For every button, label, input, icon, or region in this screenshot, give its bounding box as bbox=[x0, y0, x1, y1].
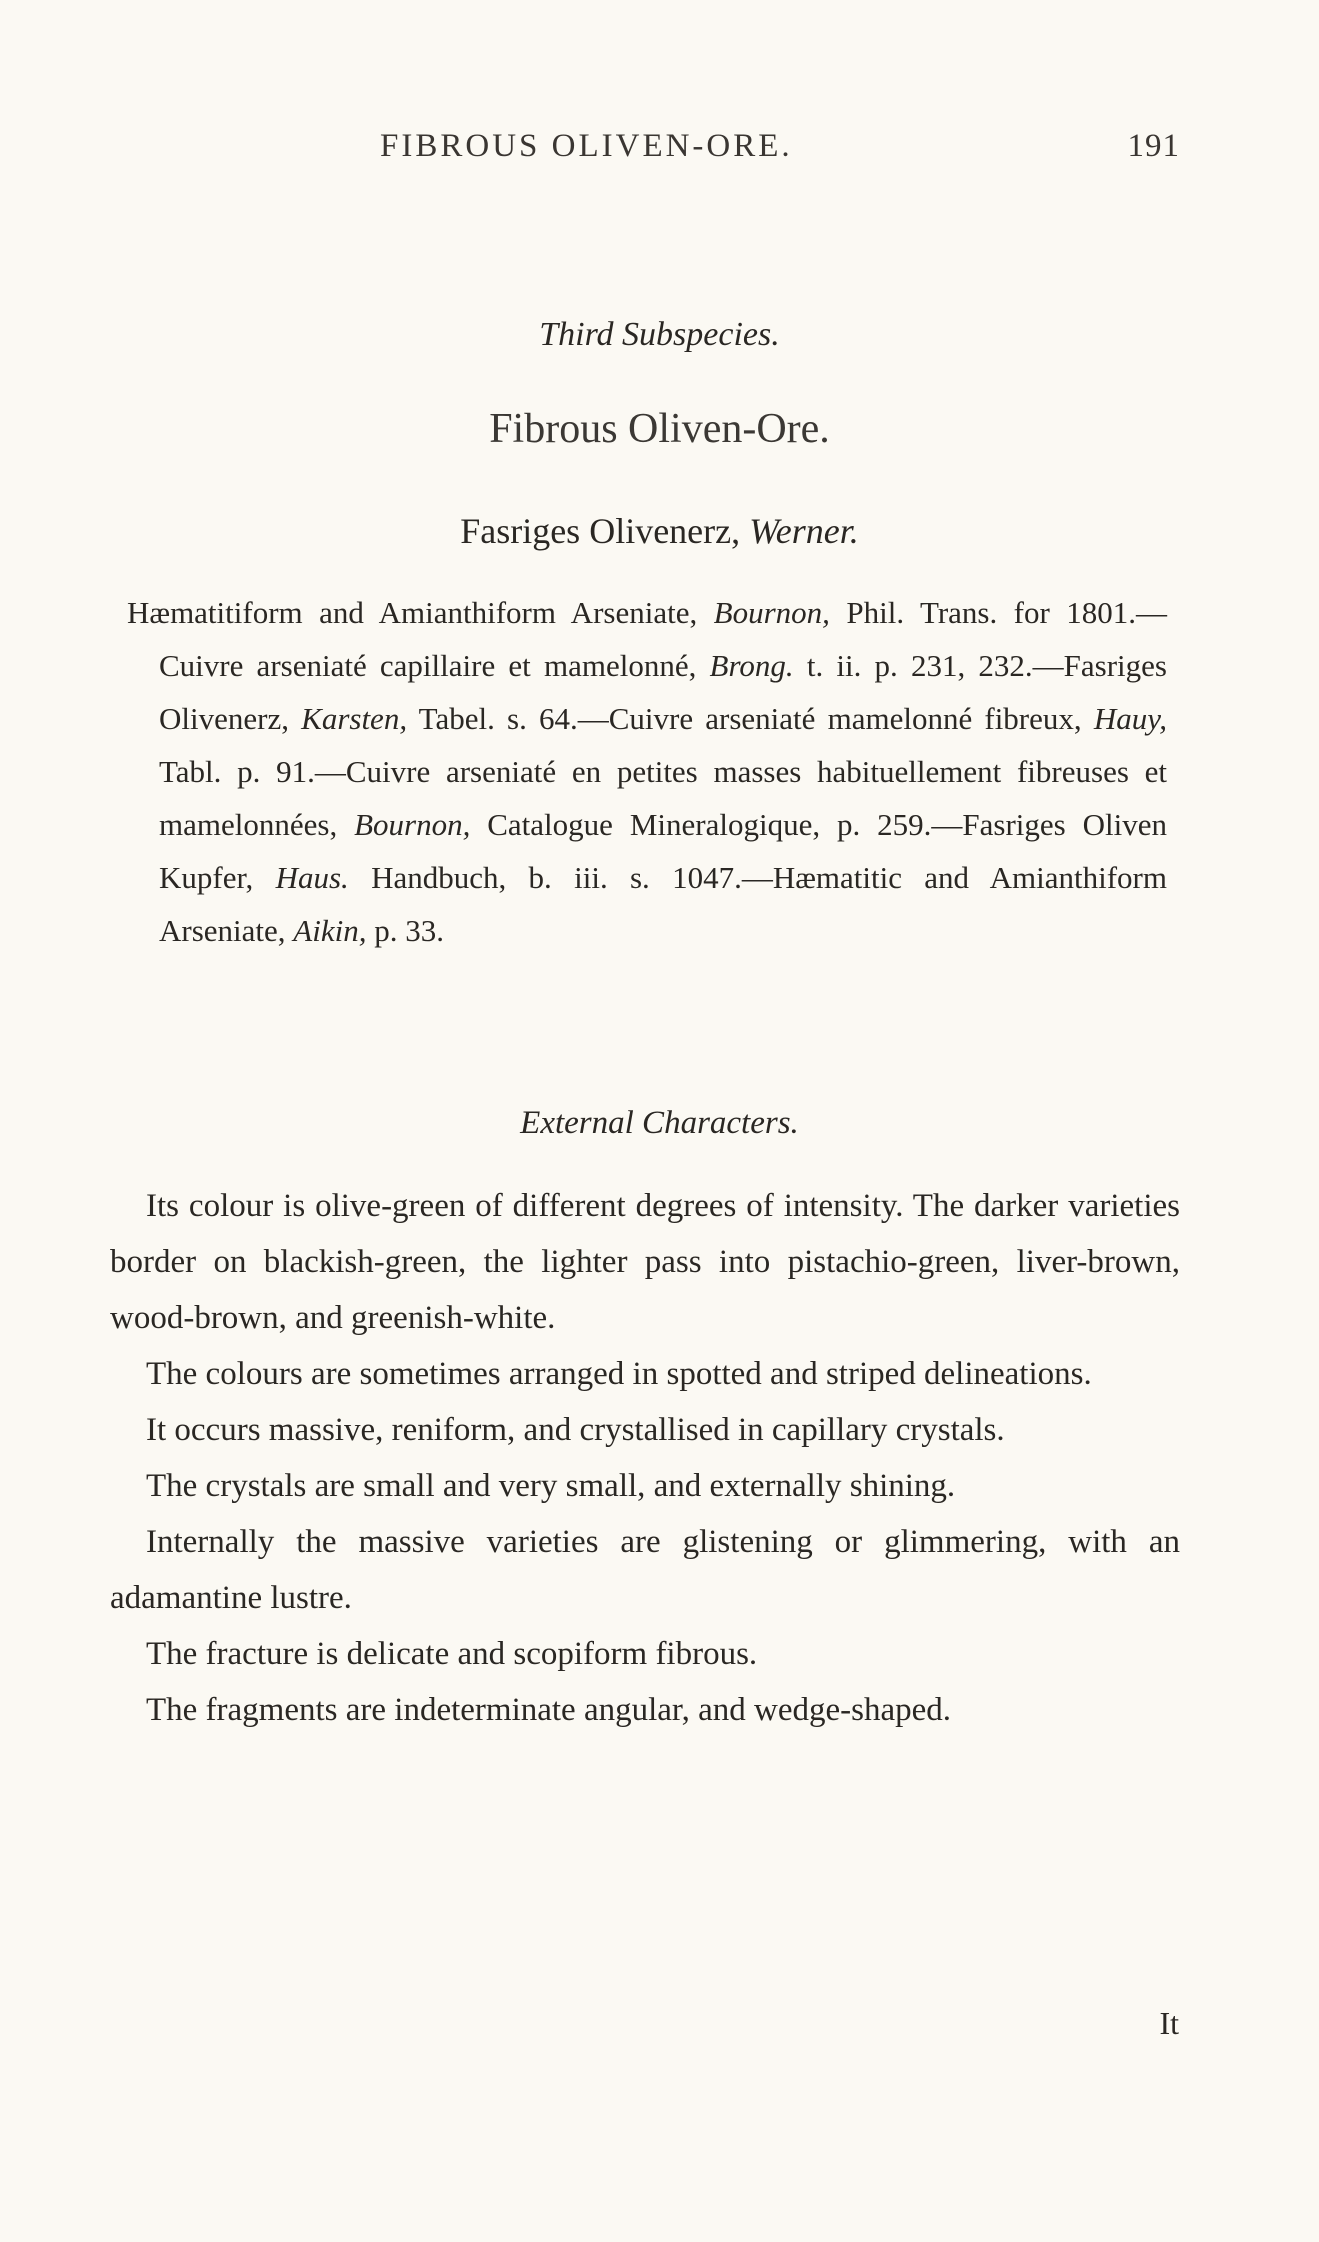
paragraph: It occurs massive, reniform, and crystallised in capillary crystals. bbox=[146, 1412, 1005, 1448]
running-head bbox=[380, 128, 1180, 165]
german-name-text: Fasriges Olivenerz, bbox=[460, 511, 741, 551]
paragraph: Internally the massive varieties are glistening or glimmering, with an adamantine lustre. bbox=[110, 1524, 1180, 1616]
page-number: 191 bbox=[1127, 128, 1180, 164]
paragraph: The fragments are indeterminate angular, and wedge-shaped. bbox=[146, 1692, 951, 1728]
paragraph: The crystals are small and very small, and externally shining. bbox=[146, 1468, 956, 1504]
section-heading: External Characters. bbox=[520, 1105, 799, 1141]
paragraph: Its colour is olive-green of different degrees of intensity. The darker varieties border on blackish-green, the lighter pass into pistachio-green, liver-brown, wood-brown, and greenish-white. bbox=[110, 1188, 1180, 1336]
subspecies-heading: Third Subspecies. bbox=[539, 316, 780, 353]
running-title: FIBROUS OLIVEN-ORE. bbox=[380, 128, 793, 164]
page-title: Fibrous Oliven-Ore. bbox=[489, 406, 830, 452]
catchword: It bbox=[1159, 2005, 1179, 2041]
paragraph: The colours are sometimes arranged in spotted and striped delineations. bbox=[146, 1356, 1092, 1392]
body-text bbox=[110, 1178, 1180, 1738]
synonymy-paragraph: Hæmatitiform and Amianthiform Arseniate, Bournon, Phil. Trans. for 1801.—Cuivre arseniaté capillaire et mamelonné, Brong. t. ii. p. 231, 232.—Fasriges Olivenerz, Karsten, Tabel. s. 64.—Cuivre arseniaté mamelonné fibreux, Hauy, Tabl. p. 91.—Cuivre arseniaté en petites masses habituellement fibreuses et mamelonnées, Bournon, Catalogue Mineralogique, p. 259.—Fasriges Oliven Kupfer, Haus. Handbuch, b. iii. s. 1047.—Hæmatitic and Amianthiform Arseniate, Aikin, p. 33. bbox=[127, 595, 1168, 948]
synonymy-block bbox=[127, 586, 1167, 957]
german-name-author: Werner. bbox=[749, 511, 859, 551]
german-name bbox=[0, 510, 1319, 552]
paragraph: The fracture is delicate and scopiform fibrous. bbox=[146, 1636, 758, 1672]
